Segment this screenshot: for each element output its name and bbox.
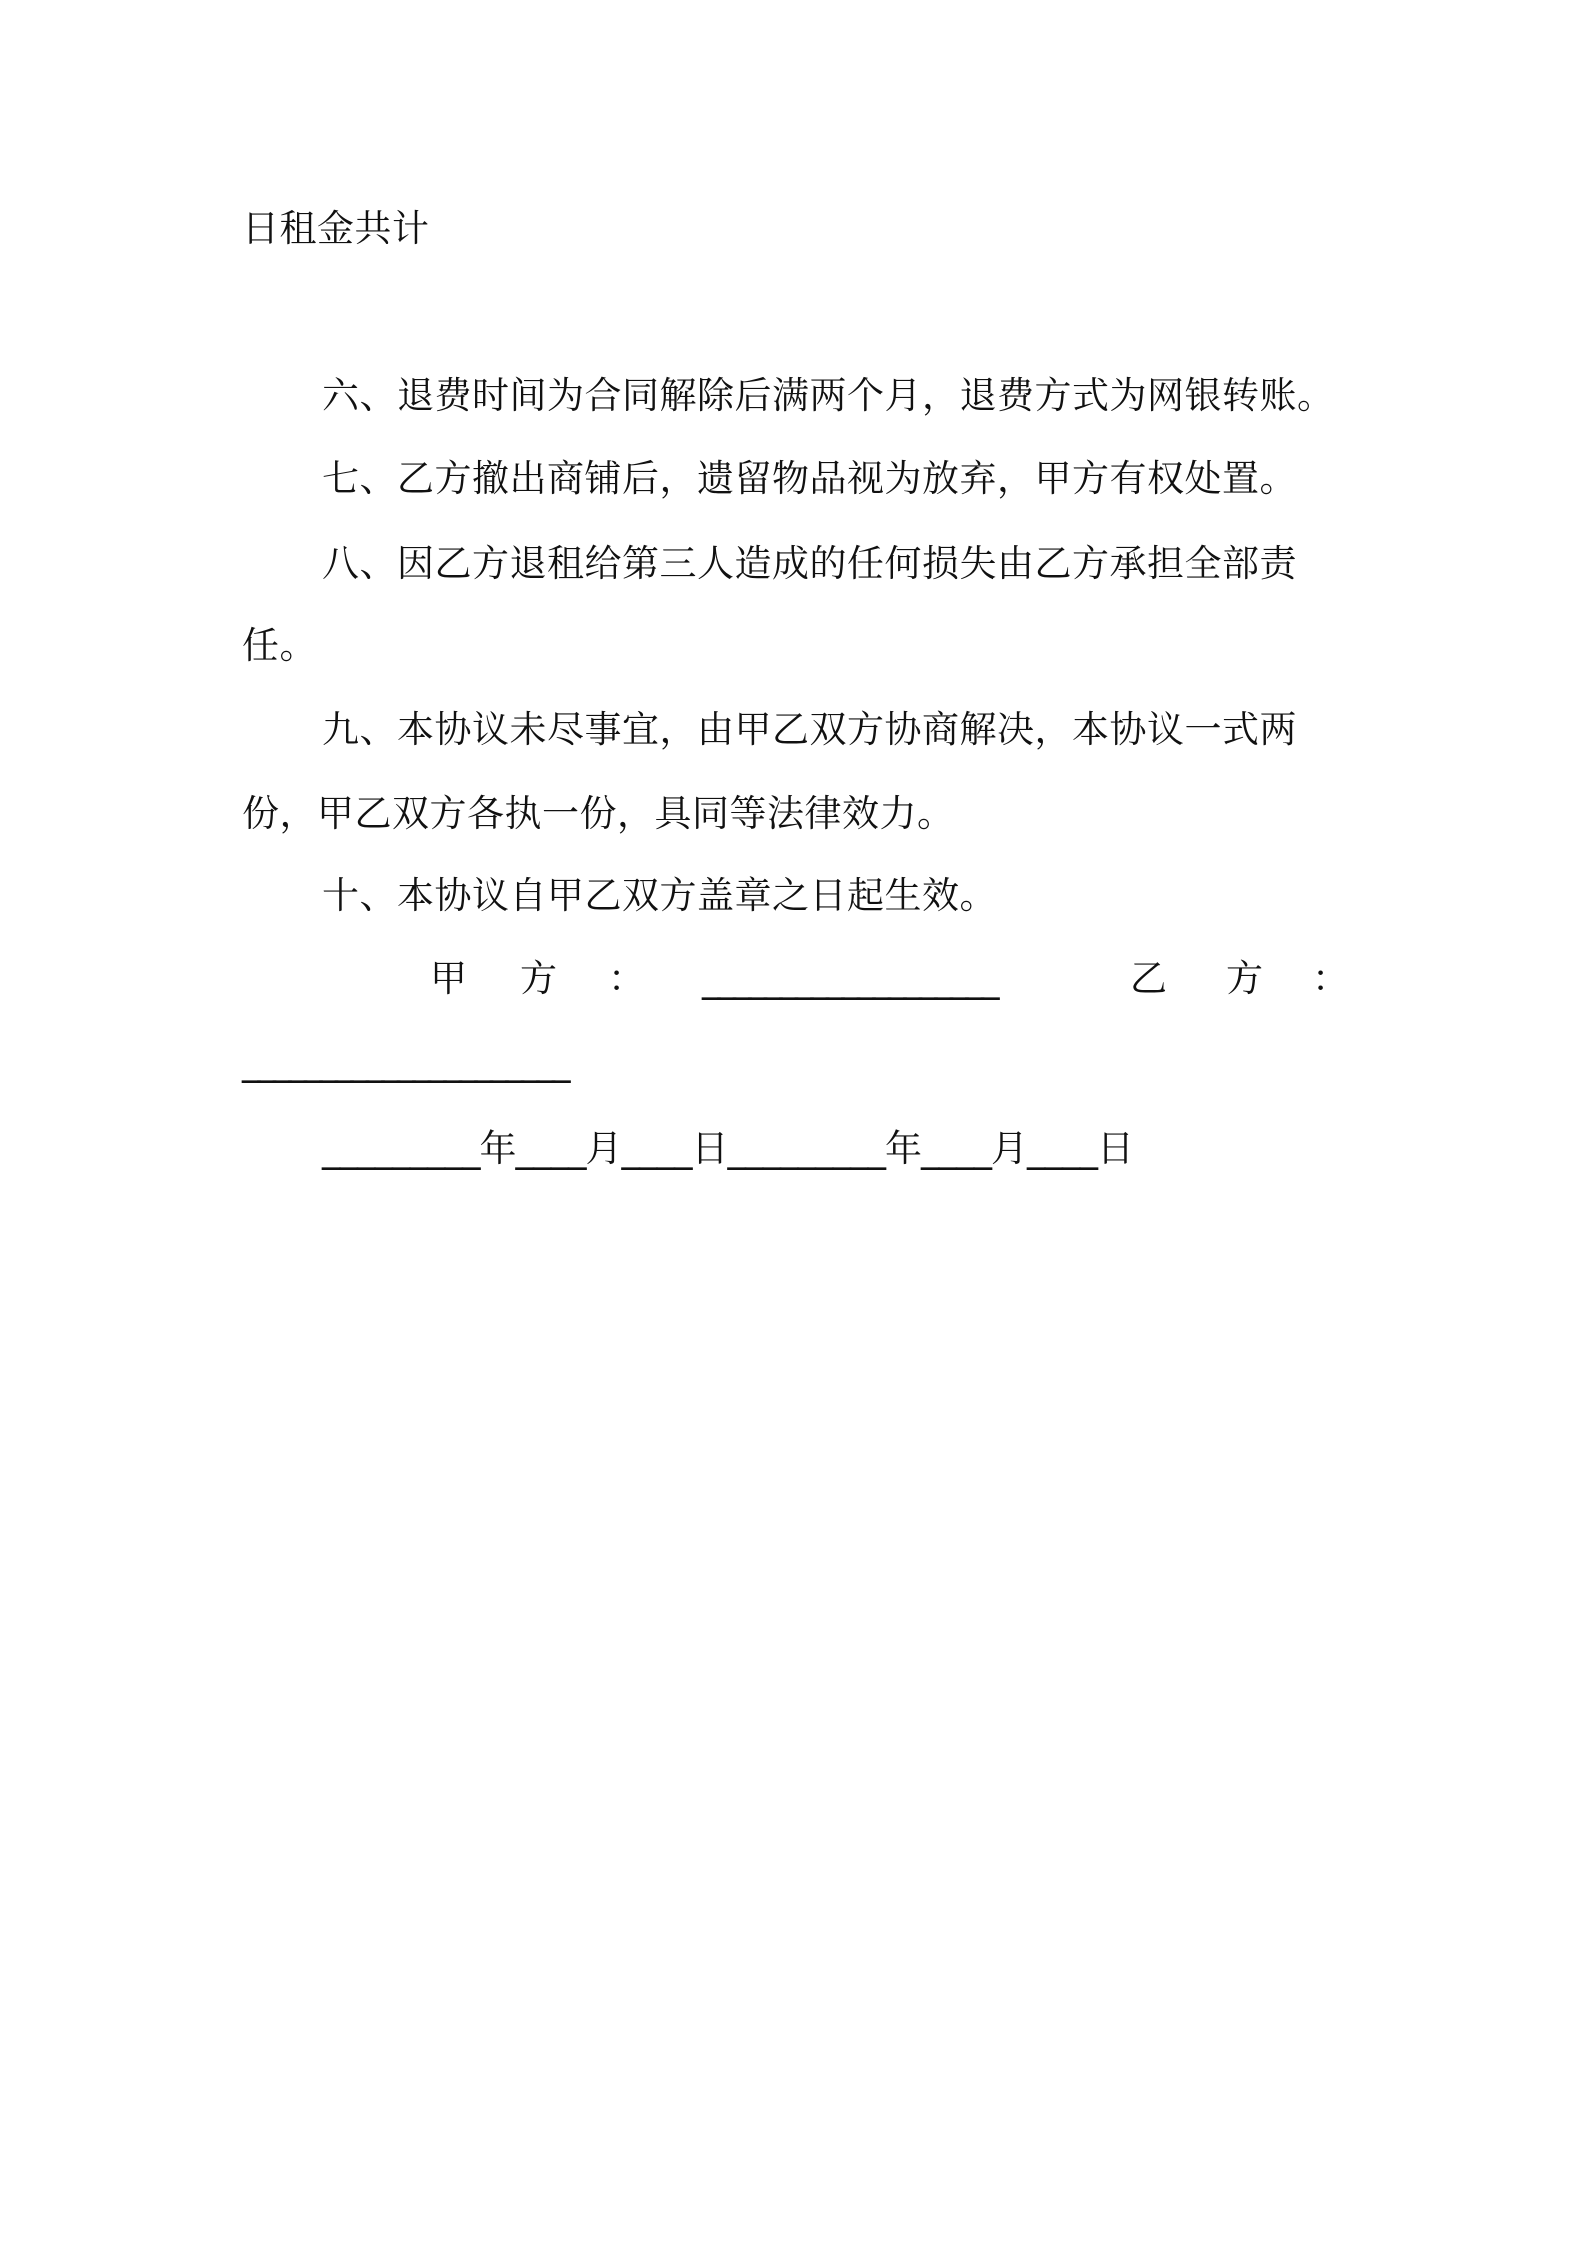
clause-8-line-1: 八、因乙方退租给第三人造成的任何损失由乙方承担全部责 (322, 542, 1297, 585)
party-a-colon: ： (608, 957, 645, 1000)
party-b-colon: ： (1312, 957, 1349, 1000)
rent-total-line: 日租金共计 (242, 207, 430, 250)
party-a-signature-blank[interactable]: ___________________ (702, 957, 997, 1000)
party-a-label-char-1: 甲 (430, 957, 467, 1000)
clause-10: 十、本协议自甲乙双方盖章之日起生效。 (322, 874, 997, 917)
clause-8-line-2: 任。 (242, 624, 317, 667)
clause-9-line-1: 九、本协议未尽事宜，由甲乙双方协商解决，本协议一式两 (322, 708, 1297, 751)
party-a-label-char-2: 方 (520, 957, 557, 1000)
clause-6: 六、退费时间为合同解除后满两个月，退费方式为网银转账。 (322, 374, 1335, 417)
clause-9-line-2: 份，甲乙双方各执一份，具同等法律效力。 (242, 792, 955, 835)
party-b-label-char-1: 乙 (1130, 957, 1167, 1000)
party-b-signature-blank[interactable]: _____________________ (242, 1040, 568, 1083)
signing-date-line[interactable]: _________年____月____日_________年____月____日 (322, 1127, 1133, 1170)
party-b-label-char-2: 方 (1226, 957, 1263, 1000)
clause-7: 七、乙方撤出商铺后，遗留物品视为放弃，甲方有权处置。 (322, 457, 1297, 500)
